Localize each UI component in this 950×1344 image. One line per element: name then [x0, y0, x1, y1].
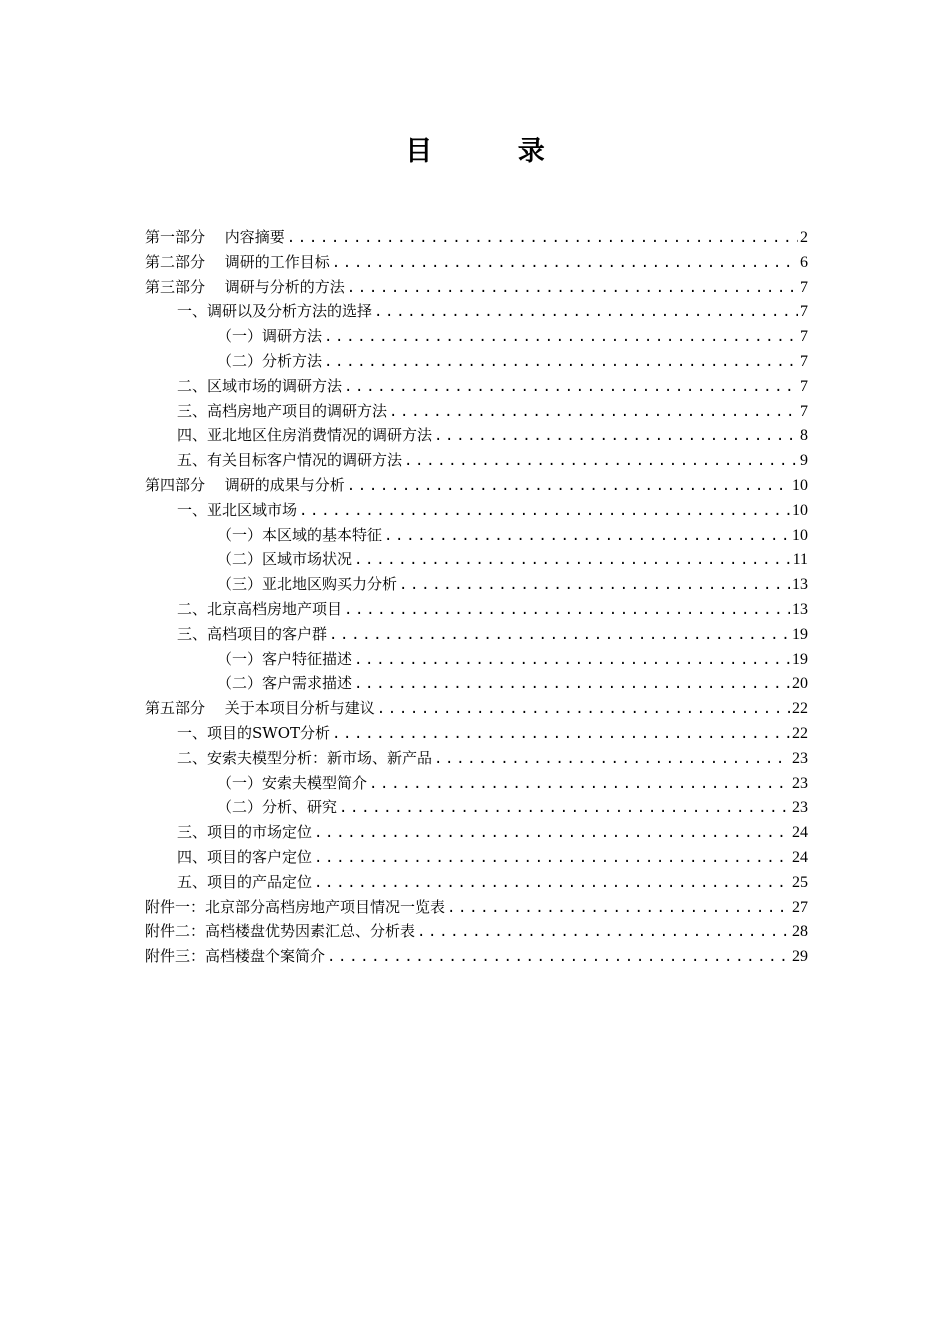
toc-dot-leader	[330, 722, 790, 746]
toc-dot-leader	[337, 796, 790, 820]
toc-entry-label: （一）调研方法	[217, 327, 323, 346]
toc-dot-leader	[372, 300, 798, 324]
toc-entry[interactable]	[145, 523, 808, 548]
toc-dot-leader	[397, 573, 790, 597]
toc-page-number: 7	[800, 328, 808, 346]
toc-entry[interactable]	[145, 572, 808, 597]
toc-entry[interactable]	[145, 473, 808, 498]
toc-entry-label: 一、调研以及分析方法的选择	[177, 302, 373, 321]
toc-dot-leader	[387, 400, 798, 424]
toc-entry-label: 第五部分 关于本项目分析与建议	[145, 699, 375, 718]
toc-entry-label: 五、项目的产品定位	[177, 872, 313, 891]
toc-entry-label: （一）客户特征描述	[217, 649, 353, 668]
toc-dot-leader	[432, 424, 798, 448]
toc-dot-leader	[342, 598, 790, 622]
toc-entry[interactable]	[145, 795, 808, 820]
toc-dot-leader	[312, 871, 790, 895]
toc-entry-label: 三、项目的市场定位	[177, 823, 313, 842]
toc-entry-label: （二）客户需求描述	[217, 674, 353, 693]
toc-entry[interactable]	[145, 498, 808, 523]
toc-entry[interactable]	[145, 448, 808, 473]
toc-entry[interactable]	[145, 870, 808, 895]
toc-page-number: 24	[792, 824, 808, 842]
toc-page-number: 9	[800, 452, 808, 470]
toc-entry[interactable]	[145, 324, 808, 349]
toc-page-number: 23	[792, 799, 808, 817]
toc-page-number: 8	[800, 427, 808, 445]
toc-entry[interactable]	[145, 647, 808, 672]
toc-page-number: 2	[800, 229, 808, 246]
toc-dot-leader	[297, 499, 790, 523]
toc-entry-label: 四、亚北地区住房消费情况的调研方法	[177, 426, 433, 445]
toc-page-number: 13	[792, 600, 808, 618]
toc-page-number: 7	[800, 402, 808, 420]
toc-page-number: 13	[792, 576, 808, 594]
toc-entry-label: 三、高档项目的客户群	[177, 624, 328, 643]
toc-entry-label: 第一部分 内容摘要	[145, 228, 285, 246]
toc-page-number: 19	[792, 625, 808, 643]
toc-entry[interactable]	[145, 845, 808, 870]
toc-entry-label: 二、区域市场的调研方法	[177, 376, 343, 395]
toc-entry-label: 附件三：高档楼盘个案简介	[145, 947, 326, 966]
toc-dot-leader	[312, 821, 790, 845]
toc-dot-leader	[382, 524, 790, 548]
toc-dot-leader	[345, 276, 798, 300]
page-title: 目 录	[405, 136, 583, 167]
toc-page-number: 10	[792, 526, 808, 544]
toc-entry[interactable]	[145, 696, 808, 721]
toc-entry-label: 第四部分 调研的成果与分析	[145, 475, 345, 494]
toc-entry-label: 第三部分 调研与分析的方法	[145, 277, 345, 296]
toc-page-number: 19	[792, 650, 808, 668]
toc-page-number: 23	[792, 774, 808, 792]
toc-dot-leader	[352, 672, 790, 696]
toc-dot-leader	[352, 648, 790, 672]
toc-dot-leader	[327, 623, 790, 647]
toc-entry-label: （一）安索夫模型简介	[217, 773, 368, 792]
toc-dot-leader	[322, 350, 798, 374]
toc-entry[interactable]	[145, 250, 808, 275]
toc-page-number: 24	[792, 848, 808, 866]
toc-page-number: 27	[792, 898, 808, 916]
toc-dot-leader	[432, 747, 790, 771]
toc-entry-label: 一、项目的SWOT分析	[177, 723, 330, 742]
toc-entry-label: 附件一：北京部分高档房地产项目情况一览表	[145, 897, 446, 916]
toc-entry-label: （三）亚北地区购买力分析	[217, 575, 398, 594]
toc-dot-leader	[352, 548, 791, 572]
toc-entry-label: 二、安索夫模型分析：新市场、新产品	[177, 748, 433, 767]
toc-entry[interactable]	[145, 944, 808, 969]
toc-page-number: 11	[792, 551, 808, 569]
toc-entry-label: 三、高档房地产项目的调研方法	[177, 401, 388, 420]
toc-page-number: 10	[792, 501, 808, 519]
toc-entry-label: 附件二：高档楼盘优势因素汇总、分析表	[145, 922, 416, 941]
toc-page-number: 20	[792, 675, 808, 693]
toc-page-number: 23	[792, 749, 808, 767]
toc-entry-label: （二）分析方法	[217, 351, 323, 370]
toc-entry[interactable]	[145, 275, 808, 300]
toc-entry[interactable]	[145, 895, 808, 920]
toc-dot-leader	[330, 251, 798, 275]
toc-dot-leader	[415, 920, 790, 944]
toc-dot-leader	[342, 375, 798, 399]
toc-dot-leader	[375, 697, 790, 721]
toc-entry[interactable]	[145, 622, 808, 647]
toc-entry[interactable]	[145, 299, 808, 324]
table-of-contents	[145, 225, 808, 969]
toc-entry-label: （一）本区域的基本特征	[217, 525, 383, 544]
toc-entry[interactable]	[145, 225, 808, 250]
toc-page-number: 22	[792, 724, 808, 742]
toc-entry[interactable]	[145, 820, 808, 845]
toc-entry-label: 第二部分 调研的工作目标	[145, 252, 330, 271]
toc-page-number: 25	[792, 873, 808, 891]
toc-entry-label: 五、有关目标客户情况的调研方法	[177, 451, 403, 470]
toc-entry[interactable]	[145, 597, 808, 622]
toc-page-number: 6	[800, 253, 808, 271]
toc-entry[interactable]	[145, 423, 808, 448]
toc-dot-leader	[312, 846, 790, 870]
toc-page-number: 7	[800, 278, 808, 296]
toc-entry-label: 四、项目的客户定位	[177, 847, 313, 866]
toc-entry-label: 一、亚北区域市场	[177, 500, 298, 519]
toc-dot-leader	[445, 896, 790, 920]
toc-entry[interactable]	[145, 771, 808, 796]
toc-entry[interactable]	[145, 919, 808, 944]
toc-page-number: 29	[792, 948, 808, 966]
toc-entry[interactable]	[145, 721, 808, 746]
toc-page-number: 10	[792, 476, 808, 494]
toc-dot-leader	[325, 945, 790, 969]
toc-page-number: 7	[800, 352, 808, 370]
toc-dot-leader	[367, 772, 790, 796]
toc-page-number: 28	[792, 923, 808, 941]
toc-page-number: 7	[800, 377, 808, 395]
toc-dot-leader	[322, 325, 798, 349]
toc-dot-leader	[285, 226, 798, 250]
toc-entry[interactable]	[145, 399, 808, 424]
toc-dot-leader	[345, 474, 790, 498]
toc-page-number: 22	[792, 700, 808, 718]
toc-entry[interactable]	[145, 547, 808, 572]
toc-entry[interactable]	[145, 671, 808, 696]
toc-entry-label: （二）分析、研究	[217, 798, 338, 817]
toc-entry[interactable]	[145, 746, 808, 771]
toc-entry[interactable]	[145, 349, 808, 374]
toc-page-number: 7	[800, 303, 808, 321]
toc-entry-label: （二）区域市场状况	[217, 550, 353, 569]
toc-dot-leader	[402, 449, 798, 473]
toc-entry-label: 二、北京高档房地产项目	[177, 599, 343, 618]
toc-entry[interactable]	[145, 374, 808, 399]
